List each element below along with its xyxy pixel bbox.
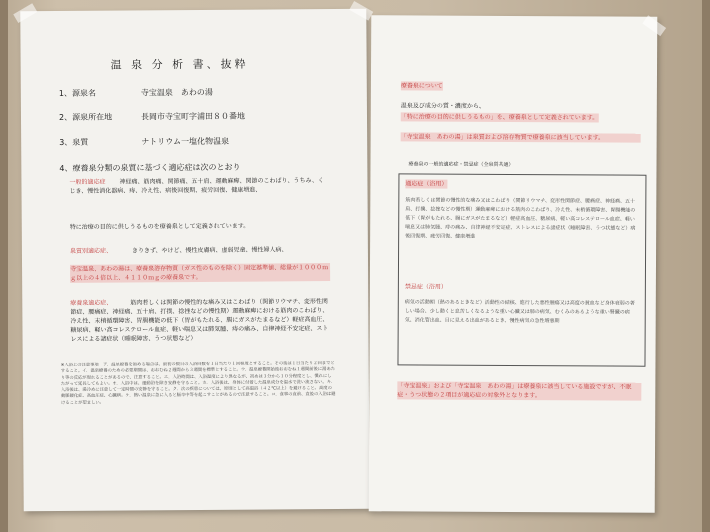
specific-indications-label: 泉質別適応症、	[69, 247, 112, 255]
door-frame-left	[0, 0, 8, 532]
footer-note: 「寺宝温泉」および「寺宝温泉 あわの湯」は療養泉に該当している施設ですが、不眠症・うつ状態の２項目が適応症の対象外となります。	[397, 381, 641, 400]
therapy-indications-text: 筋肉若しくは関節の慢性的な痛み又はこわばり（関節リウマチ、変形性関節症、腰痛症、神経痛、五十肩、打撲、捻挫などの慢性期）運動麻痺における筋肉のこわばり、冷え性、末梢循環障害、胃腸機能の低下（胃がもたれる、腸にガスがたまるなど）軽症高血圧、糖尿病、軽い高コレステロール血症、軽い喘息又は肺気腫、痔の痛み、自律神経不安定症、ストレスによる諸症状（睡眠障害、うつ状態など）	[70, 298, 329, 343]
tape-top-right	[349, 1, 373, 21]
item-location-value: 長岡市寺宝町字浦田８０番地	[140, 111, 246, 122]
general-indications-text: 神経痛、筋肉痛、関節痛、五十肩、運動麻痺、関節のこわばり、うちみ、くじき、慢性消化器病、痔、冷え性、病後回復期、疲労回復、健康増進、	[69, 177, 324, 195]
box-contraindications-text: 病気の活動期（熱のあるときなど）活動性の結核、進行した悪性腫瘍又は高度の貧血など身体衰弱の著しい場合、少し動くと息苦しくなるような重い心臓又は肺の病気、むくみのあるような重い腎臓の病気、消化管出血、目に見える出血があるとき、慢性病気の急性増悪期	[404, 299, 635, 325]
item-quality-label: 3、泉質	[59, 137, 89, 147]
door-frame-right	[702, 0, 710, 532]
intro-line-3: 「寺宝温泉 あわの湯」は泉質および溶存物質で療養泉に該当しています。	[401, 132, 641, 142]
onsen-analysis-sheet	[20, 9, 369, 511]
item-quality-value: ナトリウム一塩化物温泉	[141, 136, 230, 147]
general-reference: 療養泉の一般的適応症・禁忌症（全泉質共通）	[408, 161, 514, 169]
section-tag: 療養泉について	[400, 82, 443, 90]
bathing-precautions: ※入浴上の注意事項 ア．温泉療養を始める場合は、最初の数日の入浴回数を１日当たり１回程度とすること。その後は１日当たり２回までとすること。イ．温泉療養のための必要期間は、おおむね２週間から３週間を標準とすること。ウ．温泉療養開始後おおむね１週間前後に湯あたり等の反応が現れることがあるので、注意すること。エ．入浴時間は、入浴温度により異なるが、初めは３分から１０分程度とし、慣れにしたがって延長してもよい。オ．入浴中は、運動浴を除き安静を守ること。カ．入浴後は、身体に付着した温泉成分を温水で洗い流さない。キ．入浴後は、湯冷めに注意して一定時間の安静を守ること。ク．次の疾患については、原則として高温浴（４２℃以上）を避けること。高度の動脈硬化症、高血圧症、心臓病。ケ．熱い温泉に急に入ると脳卒中等を起こすことがあるので注意すること。コ．食事の直前、直後の入浴は避けることが望ましい。	[60, 361, 336, 406]
item-source-name-value: 寺宝温泉 あわの湯	[140, 87, 213, 98]
intro-line-2: 「特に治療の目的に供しうるもの」を、療養泉として定義されています。	[400, 113, 599, 122]
indications-box	[397, 173, 646, 366]
therapy-spring-sheet	[369, 15, 658, 512]
box-contraindications-label: 禁忌症（浴用）	[404, 283, 447, 291]
intro-line-1: 温泉及び成分の質・濃度から、	[400, 102, 485, 110]
general-indications-label: 一般的適応症	[69, 178, 106, 186]
therapy-indications-label: 療養泉適応症、	[70, 299, 113, 307]
special-note: 特に治療の目的に供しうるものを療養泉として定義されています。	[69, 222, 250, 231]
item-location-label: 2、源泉所在地	[58, 112, 113, 122]
tape-top-left	[13, 3, 37, 23]
box-indications-text: 筋肉若しくは関節の慢性的な痛み又はこわばり（関節リウマチ、変形性関節症、腰痛症、神経痛、五十肩、打撲、捻挫などの慢性期）運動麻痺における筋肉のこわばり、冷え性、末梢循環障害、胃腸機能の低下（胃がもたれる、腸にガスがたまるなど）軽症高血圧、糖尿病、軽い高コレステロール血症、軽い喘息又は肺気腫、痔の痛み、自律神経不安定症、ストレスによる諸症状（睡眠障害、うつ状態など）病後回復期、疲労回復、健康増進	[405, 197, 636, 240]
specific-indications-text: きりきず、やけど、慢性皮膚病、虚弱児童、慢性婦人病、	[131, 246, 288, 255]
page-title: 温 泉 分 析 書、抜粋	[110, 57, 249, 72]
box-indications-label: 適応症（浴用）	[405, 180, 448, 188]
tape-top-right-2	[642, 15, 666, 36]
item-indications-heading: 4、療養泉分類の泉質に基づく適応症は次のとおり	[59, 162, 241, 173]
item-source-name-label: 1、源泉名	[58, 88, 96, 98]
dissolved-matter-note: 寺宝温泉、あわの湯は、療養泉溶存物質（ガス性のものを除く）固定基準値、総量が１０００ｍｇ以上の４倍以上、４１１０ｍｇの療養泉です。	[70, 263, 330, 283]
